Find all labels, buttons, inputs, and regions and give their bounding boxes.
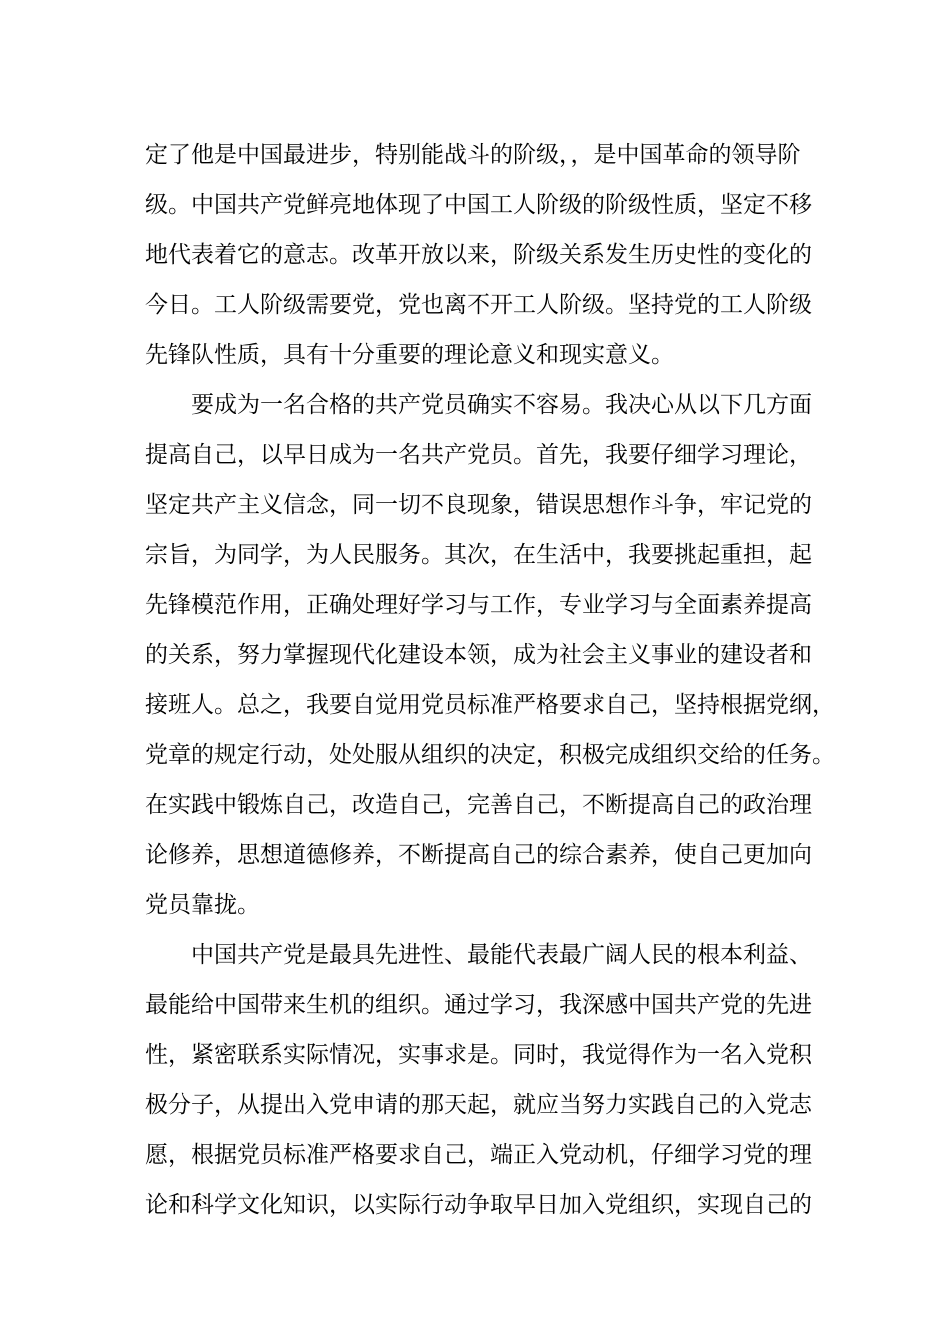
document-body: [145, 130, 835, 1230]
text-line: 定了他是中国最进步，特别能战斗的阶级，，是中国革命的领导阶: [145, 142, 801, 168]
text-line: 要成为一名合格的共产党员确实不容易。我决心从以下几方面: [191, 392, 812, 418]
text-line: 提高自己，以早日成为一名共产党员。首先，我要仔细学习理论，: [145, 442, 812, 468]
paragraph-3: [145, 930, 817, 1230]
text-line: 论修养，思想道德修养，不断提高自己的综合素养，使自己更加向: [145, 842, 812, 868]
paragraph-1: [145, 130, 817, 380]
text-line: 极分子，从提出入党申请的那天起，就应当努力实践自己的入党志: [145, 1092, 812, 1118]
text-line: 级。中国共产党鲜亮地体现了中国工人阶级的阶级性质，坚定不移: [145, 192, 812, 218]
text-line: 中国共产党是最具先进性、最能代表最广阔人民的根本利益、: [191, 942, 812, 968]
text-line: 性，紧密联系实际情况，实事求是。同时，我觉得作为一名入党积: [145, 1042, 812, 1068]
text-line: 在实践中锻炼自己，改造自己，完善自己，不断提高自己的政治理: [145, 792, 812, 818]
text-line: 愿，根据党员标准严格要求自己，端正入党动机，仔细学习党的理: [145, 1142, 812, 1168]
text-line: 先锋队性质，具有十分重要的理论意义和现实意义。: [145, 342, 674, 368]
paragraph-2: [145, 380, 835, 930]
text-line: 地代表着它的意志。改革开放以来，阶级关系发生历史性的变化的: [145, 242, 812, 268]
text-line: 先锋模范作用，正确处理好学习与工作，专业学习与全面素养提高: [145, 592, 812, 618]
text-line: 今日。工人阶级需要党，党也离不开工人阶级。坚持党的工人阶级: [145, 292, 812, 318]
text-line: 最能给中国带来生机的组织。通过学习，我深感中国共产党的先进: [145, 992, 812, 1018]
text-line: 论和科学文化知识，以实际行动争取早日加入党组织，实现自己的: [145, 1192, 812, 1218]
text-line: 党员靠拢。: [145, 892, 260, 918]
text-line: 接班人。总之，我要自觉用党员标准严格要求自己，坚持根据党纲，: [145, 692, 835, 718]
text-line: 的关系，努力掌握现代化建设本领，成为社会主义事业的建设者和: [145, 642, 812, 668]
text-line: 坚定共产主义信念，同一切不良现象，错误思想作斗争，牢记党的: [145, 492, 812, 518]
text-line: 宗旨，为同学，为人民服务。其次，在生活中，我要挑起重担，起: [145, 542, 812, 568]
text-line: 党章的规定行动，处处服从组织的决定，积极完成组织交给的任务。: [145, 742, 835, 768]
